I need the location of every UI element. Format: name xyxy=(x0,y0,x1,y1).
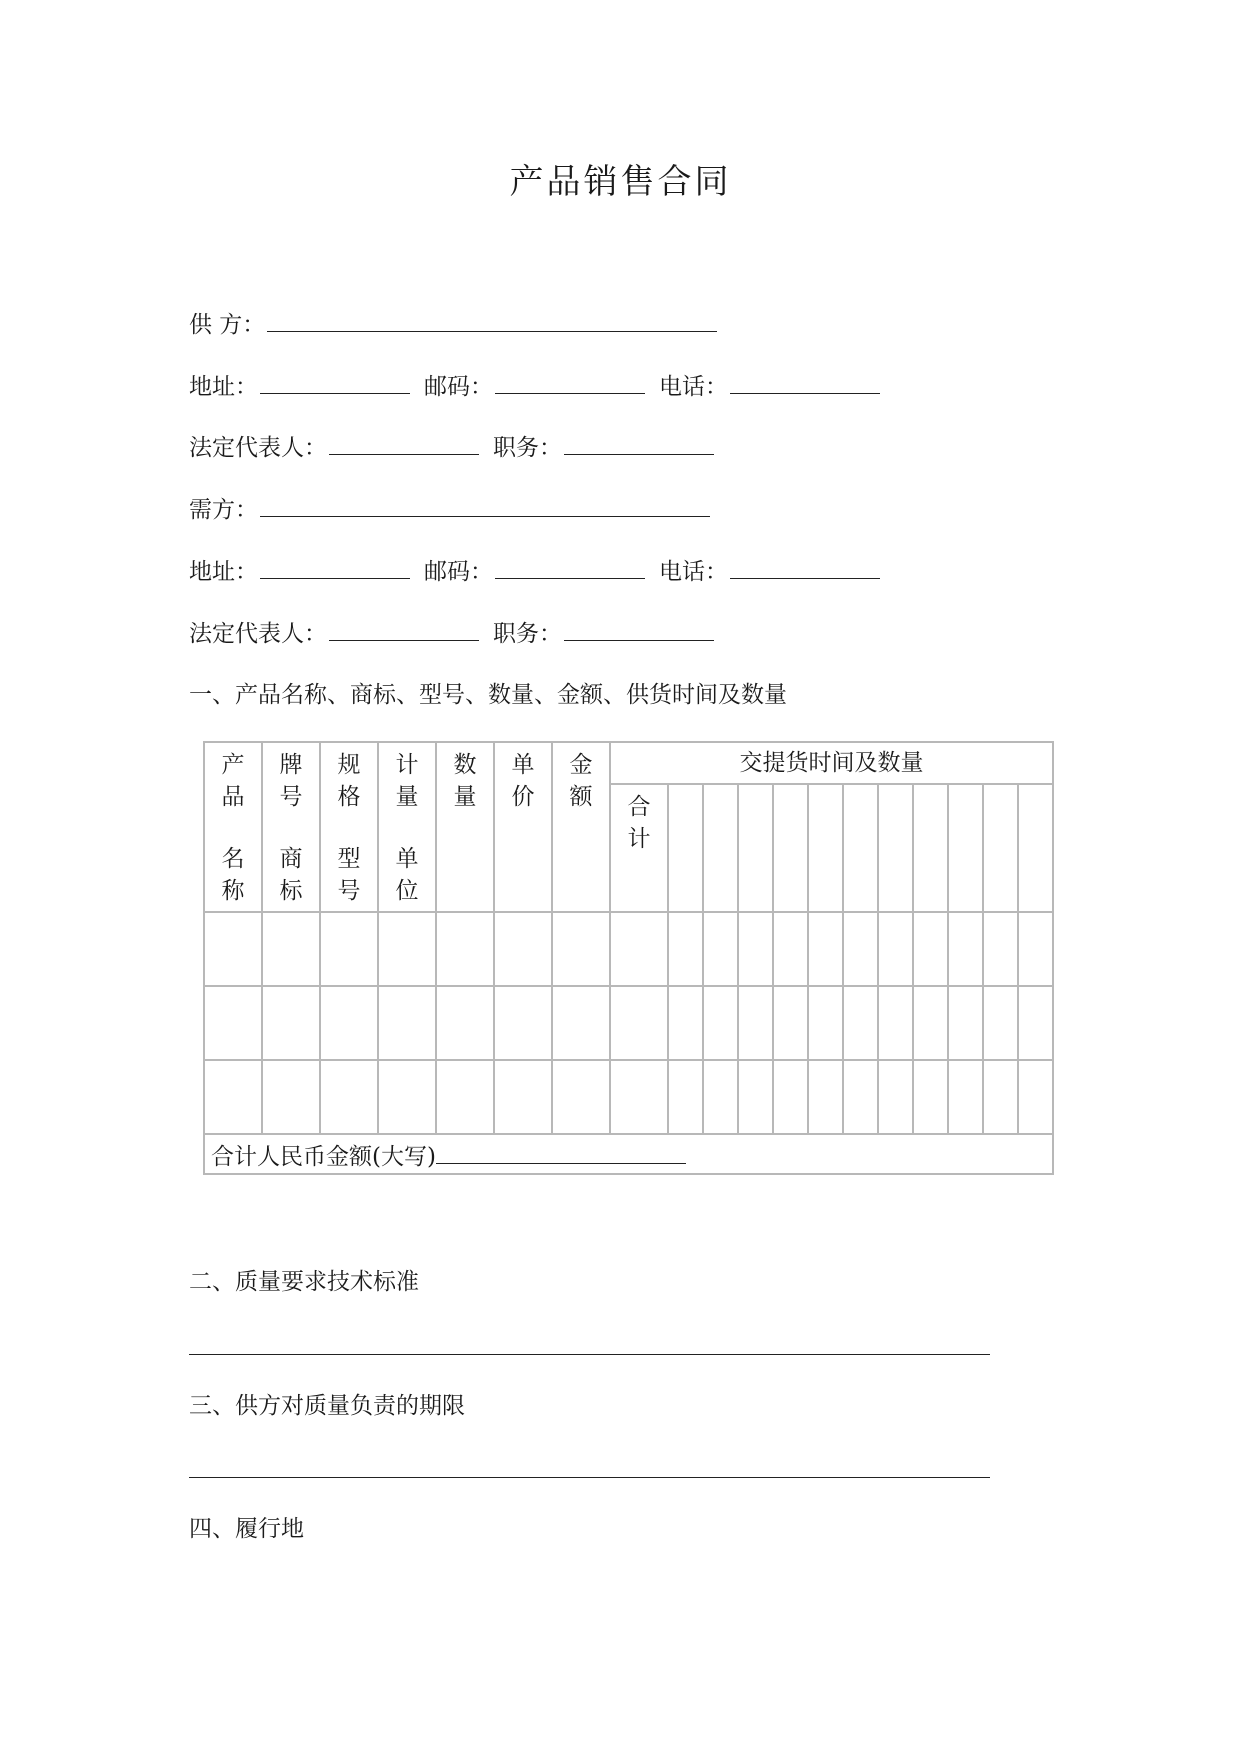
supplier-position-field[interactable] xyxy=(564,432,714,455)
table-cell[interactable] xyxy=(878,912,913,986)
table-cell[interactable] xyxy=(983,1060,1018,1134)
postcode-label: 邮码： xyxy=(424,374,493,400)
table-cell[interactable] xyxy=(494,912,552,986)
schedule-header-cell xyxy=(808,784,843,912)
table-cell[interactable] xyxy=(913,986,948,1060)
schedule-header-cell xyxy=(738,784,773,912)
table-cell[interactable] xyxy=(878,986,913,1060)
product-table xyxy=(203,741,1054,1175)
table-cell[interactable] xyxy=(610,1060,668,1134)
supplier-line xyxy=(189,309,717,341)
header-total: 合 计 xyxy=(610,784,668,912)
table-cell[interactable] xyxy=(436,986,494,1060)
table-cell[interactable] xyxy=(204,912,262,986)
supplier-label: 供 方： xyxy=(189,312,266,338)
table-row xyxy=(204,1060,1053,1134)
header-quantity: 数 量 xyxy=(436,742,494,912)
table-cell[interactable] xyxy=(808,1060,843,1134)
schedule-header-cell xyxy=(948,784,983,912)
schedule-header-cell xyxy=(913,784,948,912)
table-cell[interactable] xyxy=(320,986,378,1060)
buyer-position-field[interactable] xyxy=(564,618,714,641)
buyer-label: 需方： xyxy=(189,497,258,523)
table-cell[interactable] xyxy=(1018,1060,1053,1134)
total-amount-row xyxy=(204,1134,1053,1174)
table-row xyxy=(204,912,1053,986)
document-title: 产品销售合同 xyxy=(509,162,732,202)
supplier-postcode-field[interactable] xyxy=(495,371,645,394)
table-cell[interactable] xyxy=(1018,912,1053,986)
table-cell[interactable] xyxy=(983,912,1018,986)
supplier-contact-line xyxy=(189,371,880,403)
address-label: 地址： xyxy=(189,559,258,585)
section-2-heading: 二、质量要求技术标准 xyxy=(189,1269,419,1295)
total-amount-label: 合计人民币金额(大写) xyxy=(211,1143,436,1170)
table-cell[interactable] xyxy=(552,912,610,986)
table-cell[interactable] xyxy=(204,986,262,1060)
table-cell[interactable] xyxy=(378,912,436,986)
table-cell[interactable] xyxy=(913,912,948,986)
table-cell[interactable] xyxy=(738,986,773,1060)
table-cell[interactable] xyxy=(610,912,668,986)
table-cell[interactable] xyxy=(320,1060,378,1134)
postcode-label: 邮码： xyxy=(424,559,493,585)
table-cell[interactable] xyxy=(1018,986,1053,1060)
table-cell[interactable] xyxy=(843,986,878,1060)
header-unit-price: 单 价 xyxy=(494,742,552,912)
table-cell[interactable] xyxy=(808,912,843,986)
quality-period-field[interactable] xyxy=(189,1477,990,1478)
buyer-rep-line xyxy=(189,618,714,650)
table-cell[interactable] xyxy=(552,1060,610,1134)
schedule-header-cell xyxy=(843,784,878,912)
table-cell[interactable] xyxy=(552,986,610,1060)
phone-label: 电话： xyxy=(659,374,728,400)
total-amount-field[interactable] xyxy=(436,1141,686,1164)
table-row xyxy=(204,986,1053,1060)
schedule-header-cell xyxy=(773,784,808,912)
table-cell[interactable] xyxy=(262,912,320,986)
table-cell[interactable] xyxy=(378,1060,436,1134)
table-cell[interactable] xyxy=(262,986,320,1060)
table-cell[interactable] xyxy=(773,1060,808,1134)
schedule-header-cell xyxy=(878,784,913,912)
table-cell[interactable] xyxy=(983,986,1018,1060)
supplier-rep-field[interactable] xyxy=(329,432,479,455)
schedule-header-cell xyxy=(668,784,703,912)
schedule-header-cell xyxy=(1018,784,1053,912)
table-cell[interactable] xyxy=(436,1060,494,1134)
table-cell[interactable] xyxy=(808,986,843,1060)
schedule-header-cell xyxy=(703,784,738,912)
legal-rep-label: 法定代表人： xyxy=(189,621,327,647)
table-cell[interactable] xyxy=(948,986,983,1060)
phone-label: 电话： xyxy=(659,559,728,585)
supplier-address-field[interactable] xyxy=(260,371,410,394)
section-4-heading: 四、履行地 xyxy=(189,1516,304,1542)
table-cell[interactable] xyxy=(843,1060,878,1134)
address-label: 地址： xyxy=(189,374,258,400)
header-delivery-schedule: 交提货时间及数量 xyxy=(610,742,1053,784)
table-cell[interactable] xyxy=(262,1060,320,1134)
table-cell[interactable] xyxy=(378,986,436,1060)
supplier-phone-field[interactable] xyxy=(730,371,880,394)
header-brand: 牌 号 商 标 xyxy=(262,742,320,912)
buyer-address-field[interactable] xyxy=(260,556,410,579)
total-amount-cell xyxy=(204,1134,1053,1174)
position-label: 职务： xyxy=(493,435,562,461)
table-cell[interactable] xyxy=(668,912,703,986)
table-cell[interactable] xyxy=(494,1060,552,1134)
table-cell[interactable] xyxy=(703,912,738,986)
header-unit: 计 量 单 位 xyxy=(378,742,436,912)
table-cell[interactable] xyxy=(668,1060,703,1134)
table-cell[interactable] xyxy=(320,912,378,986)
table-cell[interactable] xyxy=(878,1060,913,1134)
buyer-rep-field[interactable] xyxy=(329,618,479,641)
table-cell[interactable] xyxy=(494,986,552,1060)
buyer-field[interactable] xyxy=(260,494,710,517)
header-amount: 金 额 xyxy=(552,742,610,912)
table-cell[interactable] xyxy=(843,912,878,986)
table-cell[interactable] xyxy=(913,1060,948,1134)
supplier-field[interactable] xyxy=(267,309,717,332)
header-spec-model: 规 格 型 号 xyxy=(320,742,378,912)
schedule-header-cell xyxy=(983,784,1018,912)
quality-standard-field[interactable] xyxy=(189,1354,990,1355)
legal-rep-label: 法定代表人： xyxy=(189,435,327,461)
table-cell[interactable] xyxy=(436,912,494,986)
table-cell[interactable] xyxy=(773,986,808,1060)
buyer-contact-line xyxy=(189,556,880,588)
header-product-name: 产 品 名 称 xyxy=(204,742,262,912)
table-cell[interactable] xyxy=(204,1060,262,1134)
buyer-postcode-field[interactable] xyxy=(495,556,645,579)
table-cell[interactable] xyxy=(738,912,773,986)
position-label: 职务： xyxy=(493,621,562,647)
table-cell[interactable] xyxy=(668,986,703,1060)
table-cell[interactable] xyxy=(703,1060,738,1134)
table-cell[interactable] xyxy=(610,986,668,1060)
buyer-line xyxy=(189,494,710,526)
section-1-heading: 一、产品名称、商标、型号、数量、金额、供货时间及数量 xyxy=(189,682,787,708)
table-cell[interactable] xyxy=(948,912,983,986)
supplier-rep-line xyxy=(189,432,714,464)
buyer-phone-field[interactable] xyxy=(730,556,880,579)
table-cell[interactable] xyxy=(948,1060,983,1134)
section-3-heading: 三、供方对质量负责的期限 xyxy=(189,1393,465,1419)
table-cell[interactable] xyxy=(773,912,808,986)
table-cell[interactable] xyxy=(703,986,738,1060)
table-cell[interactable] xyxy=(738,1060,773,1134)
